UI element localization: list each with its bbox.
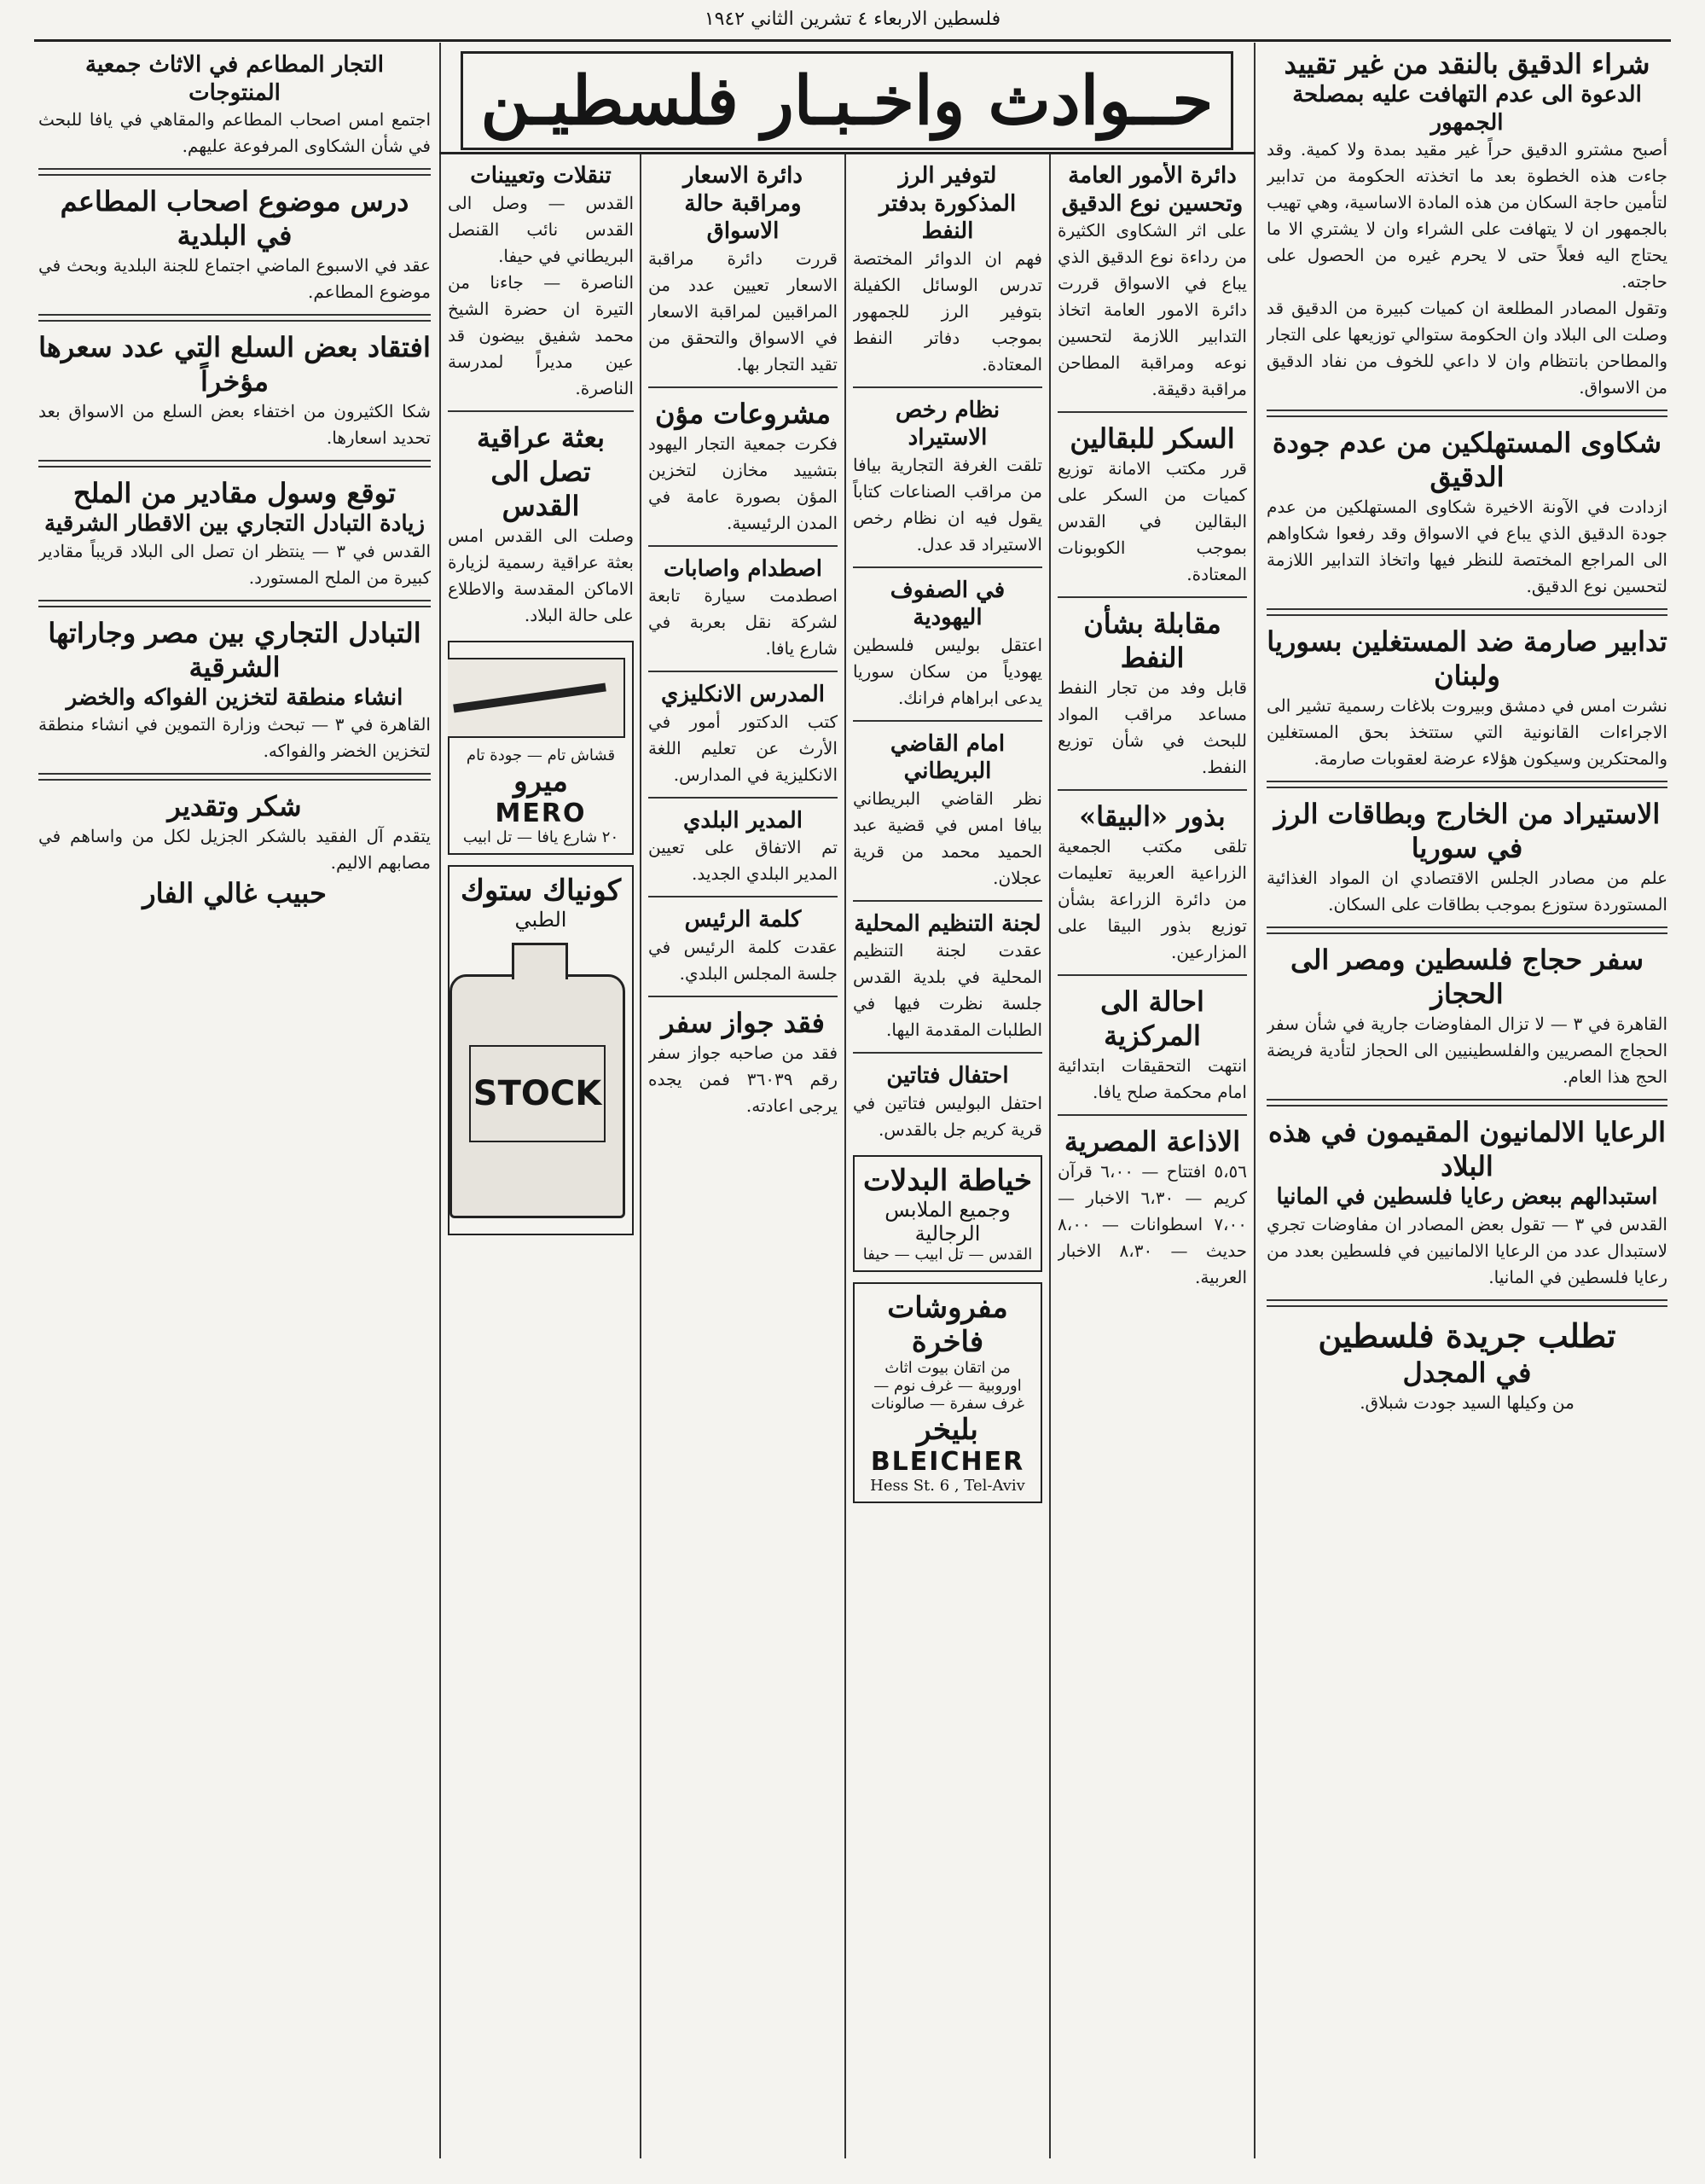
headline: شكاوى المستهلكين من عدم جودة الدقيق: [1272, 427, 1662, 493]
bottle-neck: [512, 943, 568, 979]
subheadline: ومراقبة حالة الاسواق: [684, 190, 802, 244]
divider: [1267, 926, 1667, 934]
article-text: القاهرة في ٣ — لا تزال المفاوضات جارية في شأن سفر الحجاج المصريين والفلسطينيين الى الحجاز لتأدية فريضة الحج هذا العام.: [1267, 1014, 1667, 1087]
divider: [853, 566, 1042, 568]
article-text: الناصرة — جاءنا من التيرة ان حضرة الشيخ محمد شفيق بيضون قد عين مديراً لمدرسة الناصرة.: [448, 271, 634, 398]
page-folio: فلسطين الاربعاء ٤ تشرين الثاني ١٩٤٢: [704, 9, 1001, 30]
article-text: عقدت كلمة الرئيس في جلسة المجلس البلدي.: [648, 936, 838, 984]
article-text: علم من مصادر الجلس الاقتصادي ان المواد الغذائية المستوردة ستوزع بموجب بطاقات على السكان.: [1267, 868, 1667, 915]
article-text: عقد في الاسبوع الماضي اجتماع للجنة البلدية وبحث في موضوع المطاعم.: [38, 255, 431, 302]
divider: [648, 896, 838, 897]
headline: درس موضوع اصحاب المطاعم في البلدية: [60, 185, 409, 252]
column-rule: [439, 43, 441, 2158]
article-text: فقد من صاحبه جواز سفر رقم ٣٦٠٣٩ فمن يجده يرجى اعادته.: [648, 1042, 838, 1116]
headline: دائرة الأمور العامة: [1068, 163, 1237, 189]
divider: [38, 314, 431, 322]
article-text: نشرت امس في دمشق وبيروت بلاغات رسمية تشير الى الاجراءات القانونية التي ستتخذ بحق المستغلين والمحتكرين وسيكون هؤلاء عرضة لعقوبات صارمة.: [1267, 695, 1667, 769]
article-text: اجتمع امس اصحاب المطاعم والمقاهي في يافا للبحث في شأن الشكاوى المرفوعة عليهم.: [38, 109, 431, 156]
headline: مشروعات مؤن: [654, 397, 832, 430]
headline: الاذاعة المصرية: [1064, 1125, 1241, 1158]
ad-address: Hess St. 6 , Tel-Aviv: [870, 1476, 1025, 1495]
subheadline: وتحسين نوع الدقيق: [1061, 190, 1244, 217]
headline: تطلب جريدة فلسطين: [1318, 1316, 1616, 1355]
headline: احالة الى المركزية: [1100, 985, 1204, 1052]
notice-signature: حبيب غالي الفار: [142, 877, 327, 909]
article-text: تلقت الغرفة التجارية بيافا من مراقب الصناعات كتاباً يقول فيه ان نظام رخص الاستيراد قد عدل.: [853, 454, 1042, 555]
divider: [38, 168, 431, 176]
article-text: ٥،٥٦ افتتاح — ٦،٠٠ قرآن كريم — ٦،٣٠ الاخبار — ٧،٠٠ اسطوانات — ٨،٠٠ حديث — ٨،٣٠ الاخبار العربية.: [1058, 1161, 1247, 1287]
headline: مقابلة بشأن النفط: [1083, 607, 1221, 674]
headline: لجنة التنظيم المحلية: [854, 910, 1041, 937]
divider: [853, 386, 1042, 388]
headline: بعثة عراقية: [476, 421, 606, 454]
column-4: [648, 162, 838, 2158]
bottle-label: STOCK: [469, 1045, 606, 1142]
article-text: ازدادت في الآونة الاخيرة شكاوى المستهلكين من عدم جودة الدقيق الذي يباع في الاسواق وقد رفعوا شكاواهم الى المراجع المختصة للنظر فيها واتخاذ التدابير اللازمة لتحسين نوع الدقيق.: [1267, 497, 1667, 596]
masthead-rule: [439, 152, 1256, 154]
subheadline: الدعوة الى عدم التهافت عليه بمصلحة الجمهور: [1292, 82, 1642, 136]
divider: [648, 671, 838, 672]
notice-title: شكر وتقدير: [167, 790, 302, 822]
ad-subtitle: وجميع الملابس الرجالية: [884, 1197, 1011, 1246]
headline: نظام رخص الاستيراد: [895, 397, 1000, 450]
headline: التبادل التجاري بين مصر وجاراتها الشرقية: [48, 616, 421, 683]
divider: [853, 1052, 1042, 1054]
ad-title: كونياك ستوك: [460, 873, 622, 908]
headline: امام القاضي البريطاني: [890, 730, 1006, 784]
divider: [1058, 596, 1247, 598]
divider: [38, 460, 431, 468]
subheadline: استبدالهم ببعض رعايا فلسطين في المانيا: [1276, 1184, 1658, 1210]
headline: الاستيراد من الخارج وبطاقات الرز في سوريا: [1273, 798, 1661, 864]
column-rule: [844, 154, 846, 2158]
divider: [853, 720, 1042, 722]
subheadline: المذكورة بدفتر النفط: [879, 190, 1017, 244]
headline: بذور «البيقا»: [1079, 800, 1226, 833]
article-text: عقدت لجنة التنظيم المحلية في بلدية القدس جلسة نظرت فيها في الطلبات المقدمة اليها.: [853, 940, 1042, 1040]
headline: تدابير صارمة ضد المستغلين بسوريا ولبنان: [1267, 625, 1667, 692]
ad-title: قشاش تام — جودة تام: [466, 746, 616, 764]
headline: التجار المطاعم في الاثاث جمعية المنتوجات: [85, 52, 384, 106]
ad-subtitle: الطبي: [514, 907, 567, 932]
article-text: القاهرة في ٣ — تبحث وزارة التموين في انشاء منطقة لتخزين الخضر والفواكه.: [38, 714, 431, 761]
divider: [1267, 1099, 1667, 1107]
headline: سفر حجاج فلسطين ومصر الى الحجاز: [1290, 944, 1644, 1010]
ad-brand-latin: MERO: [495, 798, 587, 828]
subheadline: في المجدل: [1402, 1356, 1532, 1389]
article-text: قابل وفد من تجار النفط مساعد مراقب المواد للبحث في شأن توزيع النفط.: [1058, 677, 1247, 777]
article-text: كتب الدكتور أمور في الأرث عن تعليم اللغة الانكليزية في المدارس.: [648, 711, 838, 785]
headline: توقع وسول مقادير من الملح: [72, 477, 397, 509]
column-rule: [640, 154, 641, 2158]
column-5: [448, 162, 634, 2158]
headline: احتفال فتاتين: [886, 1063, 1009, 1089]
subheadline: تصل الى القدس: [490, 455, 591, 522]
column-rule: [1049, 154, 1051, 2158]
article-text: قرر مكتب الامانة توزيع كميات من السكر على البقالين في القدس بموجب الكوبونات المعتادة.: [1058, 458, 1247, 584]
article-text: نظر القاضي البريطاني بيافا امس في قضية عبد الحميد محمد من قرية عجلان.: [853, 787, 1042, 888]
ad-title: خياطة البدلات: [862, 1163, 1033, 1198]
article-text: من وكيلها السيد جودت شبلاق.: [1360, 1392, 1575, 1413]
subheadline: زيادة التبادل التجاري بين الاقطار الشرقية: [43, 511, 426, 537]
column-1: [1267, 47, 1667, 2163]
article-text: قررت دائرة مراقبة الاسعار تعيين عدد من المراقبين لمراقبة الاسعار في الاسواق والتحقق من تقيد التجار بها.: [648, 247, 838, 375]
article-text: شكا الكثيرون من اختفاء بعض السلع من الاسواق بعد تحديد اسعارها.: [38, 401, 431, 448]
article-text: تلقى مكتب الجمعية الزراعية العربية تعليمات من دائرة الزراعة بشأن توزيع بذور البيقا على المزارعين.: [1058, 836, 1247, 962]
notice-text: يتقدم آل الفقيد بالشكر الجزيل لكل من واساهم في مصابهم الاليم.: [38, 826, 431, 873]
divider: [1267, 1299, 1667, 1307]
ad-brand: بليخر: [917, 1412, 978, 1447]
headline: فقد جواز سفر: [661, 1006, 825, 1039]
headline: كلمة الرئيس: [684, 907, 802, 932]
column-3: [853, 162, 1042, 2158]
divider: [648, 545, 838, 547]
divider: [448, 410, 634, 412]
ad-brand: ميرو: [513, 764, 568, 799]
divider: [1058, 974, 1247, 976]
ad-brand-latin: BLEICHER: [870, 1446, 1025, 1477]
headline: في الصفوف اليهودية: [890, 577, 1006, 630]
divider: [1058, 411, 1247, 413]
article-text: القدس في ٣ — ينتظر ان تصل الى البلاد قريباً مقادير كبيرة من الملح المستورد.: [38, 540, 431, 588]
article-text: انتهت التحقيقات ابتدائية امام محكمة صلح يافا.: [1058, 1055, 1247, 1102]
bottle-illustration: [449, 974, 625, 1218]
advertisement-stock: [448, 865, 634, 1235]
article-text: تم الاتفاق على تعيين المدير البلدي الجديد.: [648, 837, 838, 884]
article-text: أصبح مشترو الدقيق حراً غير مقيد بمدة ولا كمية. وقد جاءت هذه الخطوة بعد ما اتخذته الحكومة من تدابير لتأمين حاجة السكان من هذه المادة الاساسية، وهي تهيب بالجمهور ان لا يتهافت على الشراء وان لا يشتري الا ما يحتاج اليه فعلاً حتى لا يحرم غيره من الحصول على حاجته.: [1267, 139, 1667, 292]
divider: [1058, 789, 1247, 791]
column-6: [38, 51, 431, 2158]
article-text: وتقول المصادر المطلعة ان كميات كبيرة من الدقيق قد وصلت الى البلاد وان الحكومة ستوالي توزيعها على التجار والمطاحن بانتظام وان لا داعي للخوف من نفاد الدقيق من الاسواق.: [1267, 298, 1667, 398]
divider: [648, 996, 838, 997]
ad-address: ٢٠ شارع يافا — تل ابيب: [462, 828, 619, 846]
ad-title: مفروشات فاخرة: [887, 1290, 1008, 1359]
headline: تنقلات وتعيينات: [470, 163, 612, 189]
headline: اصطدام واصابات: [663, 555, 823, 582]
article-text: فكرت جمعية التجار اليهود بتشييد مخازن لتخزين المؤن بصورة عامة في المدن الرئيسية.: [648, 433, 838, 533]
article-text: اصطدمت سيارة تابعة لشركة نقل بعربة في شارع يافا.: [648, 585, 838, 659]
ad-address: القدس — تل ابيب — حيفا: [862, 1245, 1033, 1263]
headline: دائرة الاسعار: [683, 163, 803, 189]
headline: الرعايا الالمانيون المقيمون في هذه البلاد: [1267, 1116, 1666, 1182]
column-2: [1058, 162, 1247, 2158]
headline: شراء الدقيق بالنقد من غير تقييد: [1284, 48, 1650, 80]
divider: [648, 797, 838, 799]
divider: [853, 900, 1042, 902]
column-rule: [1254, 43, 1256, 2158]
divider: [1267, 781, 1667, 788]
headline: المدرس الانكليزي: [661, 682, 825, 707]
article-text: اعتقل بوليس فلسطين يهودياً من سكان سوريا يدعى ابراهام فرانك.: [853, 634, 1042, 708]
article-text: فهم ان الدوائر المختصة تدرس الوسائل الكفيلة بتوفير الرز للجمهور بموجب دفاتر النفط المعتادة.: [853, 247, 1042, 375]
advertisement-mero: [448, 641, 634, 855]
article-text: على اثر الشكاوى الكثيرة من رداءة نوع الدقيق الذي يباع في الاسواق قررت دائرة الامور العامة اتخاذ التدابير اللازمة لتحسين نوعه ومراقبة المطاحن مراقبة دقيقة.: [1058, 220, 1247, 399]
advertisement-furniture: [853, 1282, 1042, 1503]
article-text: القدس — وصل الى القدس نائب القنصل البريطاني في حيفا.: [448, 192, 634, 266]
headline: المدير البلدي: [682, 807, 803, 834]
ad-body: من اتقان بيوت اثاث اوروبية — غرف نوم — غرف سفرة — صالونات: [871, 1358, 1024, 1413]
headline: السكر للبقالين: [1070, 422, 1235, 455]
headline: افتقاد بعض السلع التي عدد سعرها مؤخراً: [38, 331, 431, 398]
article-text: احتفل البوليس فتاتين في قرية كريم جل بالقدس.: [853, 1092, 1042, 1140]
subheadline: انشاء منطقة لتخزين الفواكه والخضر: [66, 684, 403, 711]
article-text: وصلت الى القدس امس بعثة عراقية رسمية لزيارة الاماكن المقدسة والاطلاع على حالة البلاد.: [448, 525, 634, 625]
divider: [1058, 1114, 1247, 1116]
divider: [1267, 608, 1667, 616]
divider: [38, 600, 431, 607]
headline: لتوفير الرز: [898, 163, 997, 189]
advertisement-tailoring: [853, 1155, 1042, 1272]
masthead: حــوادث واخـبـار فلسطيـن: [461, 51, 1233, 150]
divider: [648, 386, 838, 388]
top-rule: [34, 39, 1671, 42]
divider: [1267, 410, 1667, 417]
article-text: القدس في ٣ — تقول بعض المصادر ان مفاوضات تجري لاستبدال عدد من الرعايا الالمانيين في فلسطين بعدد من رعايا فلسطين في المانيا.: [1267, 1213, 1667, 1287]
pen-illustration: [448, 658, 625, 738]
divider: [38, 773, 431, 781]
